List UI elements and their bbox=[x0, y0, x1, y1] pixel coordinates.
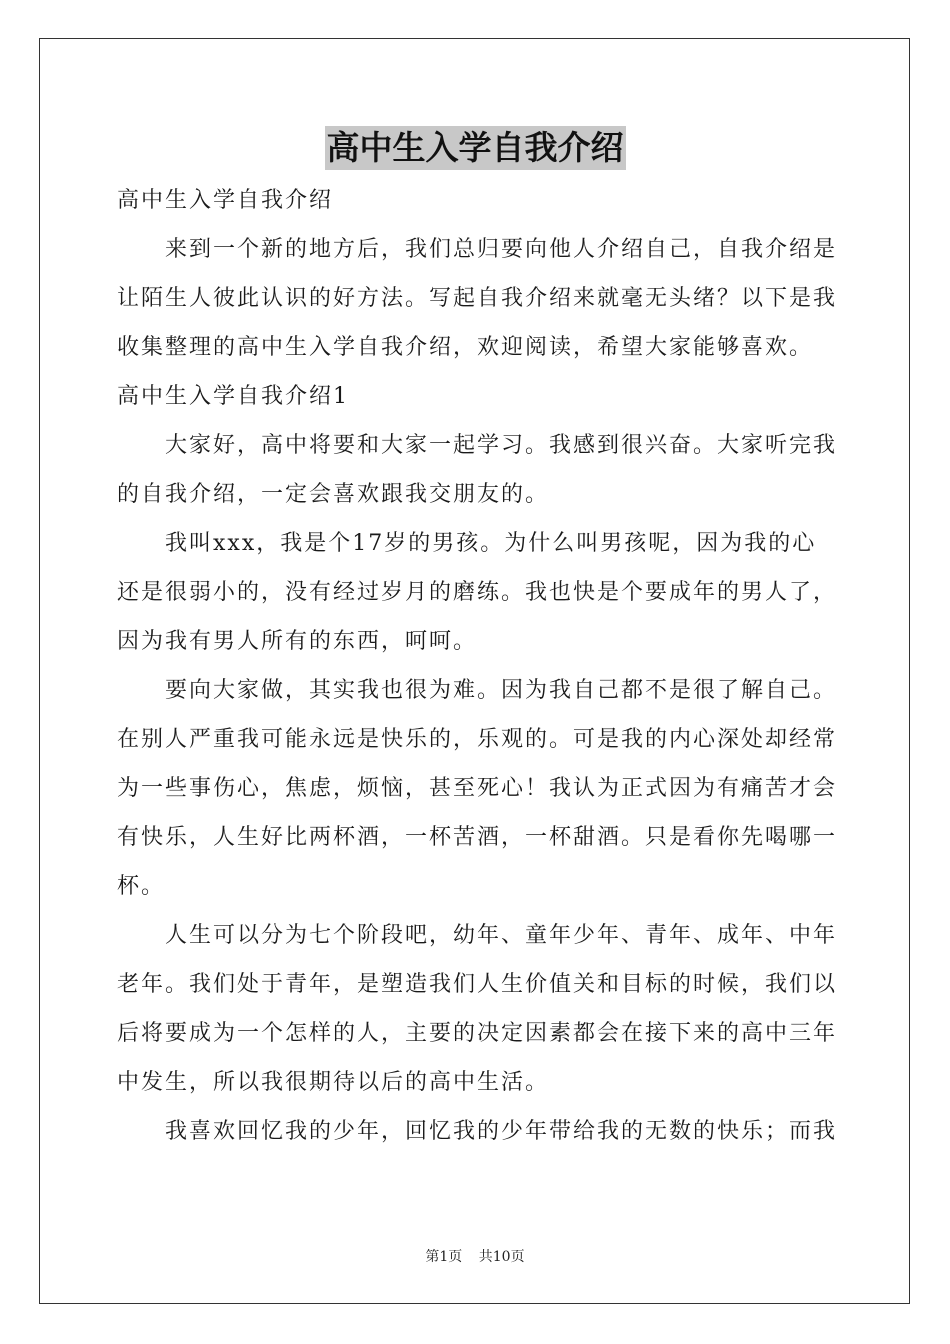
page-total: 共10页 bbox=[478, 1249, 525, 1265]
text-line: 高中生入学自我介绍1 bbox=[117, 384, 349, 409]
text-line: 有快乐，人生好比两杯酒，一杯苦酒，一杯甜酒。只是看你先喝哪一 bbox=[117, 825, 838, 850]
text-line: 为一些事伤心，焦虑，烦恼，甚至死心！我认为正式因为有痛苦才会 bbox=[117, 776, 838, 801]
text-line: 要向大家做，其实我也很为难。因为我自己都不是很了解自己。 bbox=[165, 678, 838, 703]
page-footer bbox=[0, 1246, 950, 1266]
text-line: 大家好，高中将要和大家一起学习。我感到很兴奋。大家听完我 bbox=[165, 433, 838, 458]
text-line: 人生可以分为七个阶段吧，幼年、童年少年、青年、成年、中年 bbox=[165, 923, 838, 948]
text-line: 中发生，所以我很期待以后的高中生活。 bbox=[117, 1070, 550, 1095]
text-line: 让陌生人彼此认识的好方法。写起自我介绍来就毫无头绪？以下是我 bbox=[117, 286, 838, 311]
text-line: 我叫xxx，我是个17岁的男孩。为什么叫男孩呢，因为我的心 bbox=[165, 531, 817, 556]
text-line: 我喜欢回忆我的少年，回忆我的少年带给我的无数的快乐；而我 bbox=[165, 1119, 838, 1144]
page-number: 第1页 bbox=[425, 1249, 463, 1265]
document-title: 高中生入学自我介绍 bbox=[325, 126, 626, 170]
text-line: 还是很弱小的，没有经过岁月的磨练。我也快是个要成年的男人了， bbox=[117, 580, 838, 605]
text-line: 收集整理的高中生入学自我介绍，欢迎阅读，希望大家能够喜欢。 bbox=[117, 335, 814, 360]
text-line: 来到一个新的地方后，我们总归要向他人介绍自己，自我介绍是 bbox=[165, 237, 838, 262]
text-line: 后将要成为一个怎样的人，主要的决定因素都会在接下来的高中三年 bbox=[117, 1021, 838, 1046]
text-line: 因为我有男人所有的东西，呵呵。 bbox=[117, 629, 478, 654]
text-line: 老年。我们处于青年，是塑造我们人生价值关和目标的时候，我们以 bbox=[117, 972, 838, 997]
text-line: 高中生入学自我介绍 bbox=[117, 188, 334, 213]
document-body bbox=[117, 176, 838, 1156]
text-line: 在别人严重我可能永远是快乐的，乐观的。可是我的内心深处却经常 bbox=[117, 727, 838, 752]
text-line: 杯。 bbox=[117, 874, 166, 899]
text-line: 的自我介绍，一定会喜欢跟我交朋友的。 bbox=[117, 482, 550, 507]
title-container bbox=[0, 126, 950, 170]
